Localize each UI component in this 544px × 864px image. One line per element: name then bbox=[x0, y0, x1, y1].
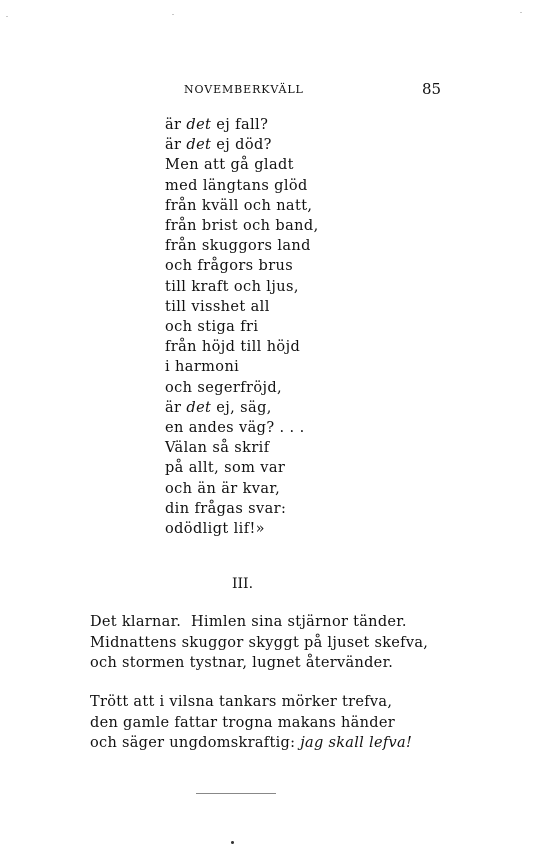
poem-line: från brist och band, bbox=[165, 218, 319, 235]
poem-line: och segerfröjd, bbox=[165, 379, 283, 396]
stanza bbox=[90, 692, 412, 754]
end-rule bbox=[196, 793, 276, 794]
running-title: NOVEMBERKVÄLL bbox=[184, 83, 304, 96]
poem-line: och frågors brus bbox=[165, 258, 294, 275]
poem-line: Välan så skrif bbox=[165, 440, 270, 457]
poem-column bbox=[165, 115, 319, 539]
stanza-line: Midnattens skuggor skyggt på ljuset skefva, bbox=[90, 634, 429, 651]
print-speck bbox=[520, 12, 522, 13]
poem-line: från skuggors land bbox=[165, 238, 311, 255]
poem-line: är det ej, säg, bbox=[165, 399, 272, 416]
poem-line: från höjd till höjd bbox=[165, 339, 301, 356]
stanza-line: den gamle fattar trogna makans händer bbox=[90, 714, 395, 731]
stanza-line: Trött att i vilsna tankars mörker trefva, bbox=[90, 694, 393, 710]
page-number: 85 bbox=[422, 80, 442, 98]
poem-line: i harmoni bbox=[165, 359, 240, 376]
section-number: III. bbox=[232, 576, 254, 592]
poem-line: och än är kvar, bbox=[165, 480, 281, 497]
poem-line: en andes väg? . . . bbox=[165, 420, 305, 437]
poem-line: är det ej död? bbox=[165, 137, 272, 154]
stanza bbox=[90, 612, 428, 674]
poem-line: från kväll och natt, bbox=[165, 197, 313, 214]
poem-line: på allt, som var bbox=[165, 460, 286, 477]
stanza-line: Det klarnar. Himlen sina stjärnor tänder. bbox=[90, 614, 407, 630]
poem-line: och stiga fri bbox=[165, 319, 259, 336]
print-speck bbox=[172, 14, 174, 15]
stanza-line: och säger ungdomskraftig: jag skall lefva! bbox=[90, 735, 413, 751]
poem-line: med längtans glöd bbox=[165, 177, 308, 194]
ink-dot bbox=[231, 841, 234, 844]
poem-line: Men att gå gladt bbox=[165, 157, 294, 174]
poem-line: till visshet all bbox=[165, 298, 270, 315]
print-speck bbox=[6, 16, 8, 17]
poem-line: till kraft och ljus, bbox=[165, 278, 299, 295]
poem-line: odödligt lif!» bbox=[165, 521, 265, 538]
stanza-line: och stormen tystnar, lugnet återvänder. bbox=[90, 655, 394, 671]
poem-line: är det ej fall? bbox=[165, 117, 269, 133]
poem-line: din frågas svar: bbox=[165, 500, 287, 517]
